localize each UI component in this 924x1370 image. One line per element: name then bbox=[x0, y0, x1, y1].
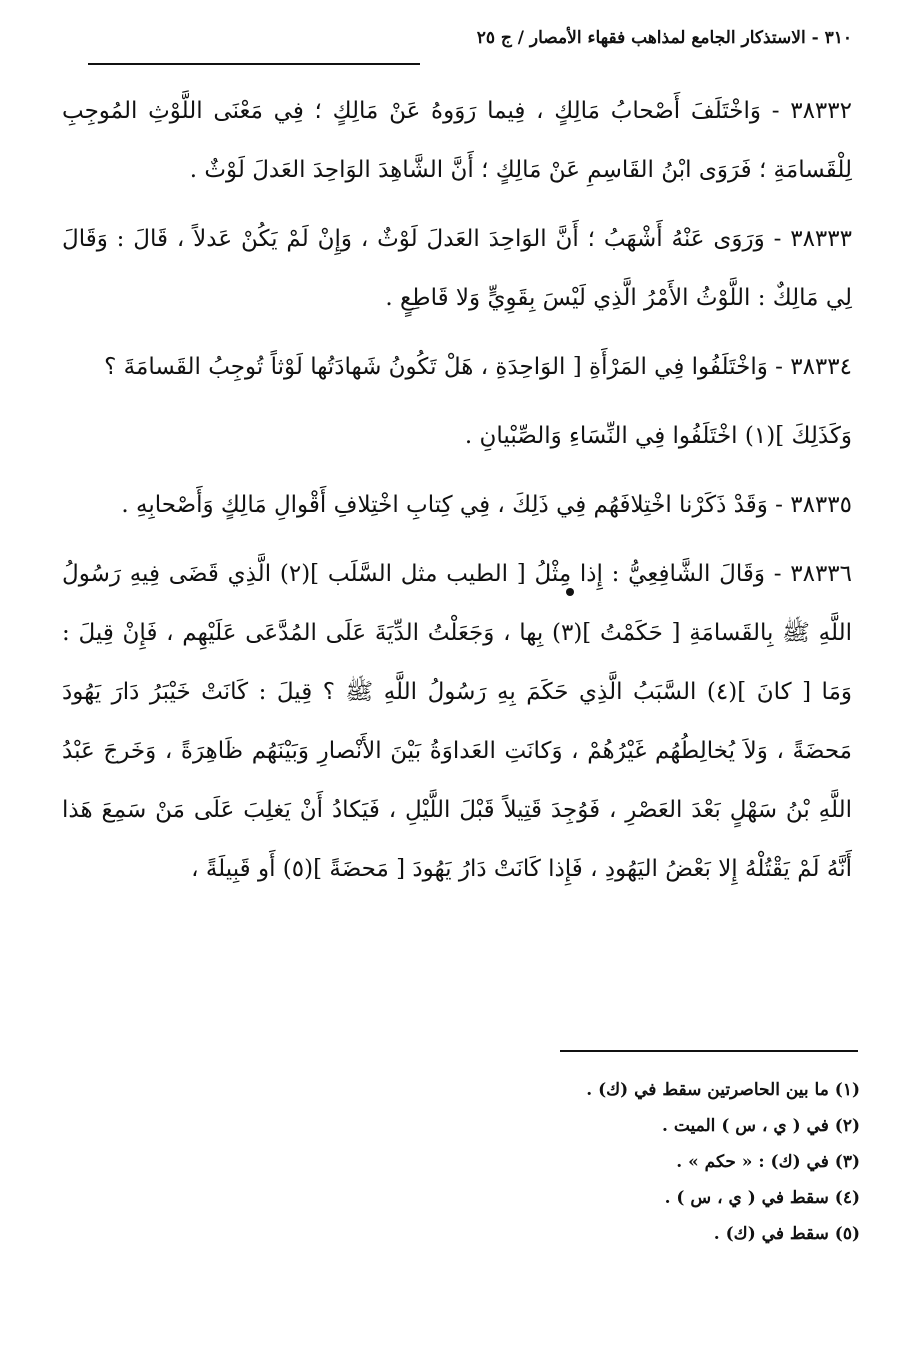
paragraph-38333: ٣٨٣٣٣ - وَرَوَى عَنْهُ أَشْهَبُ ؛ أَنَّ الوَاحِدَ العَدلَ لَوْثٌ ، وَإِنْ لَمْ يَكُنْ عَدلاً ، قَالَ : وَقَالَ لِي مَالِكٌ : اللَّوْثُ الأَمْرُ الَّذِي لَيْسَ بِقَوِيٍّ وَلا قَاطِعٍ . bbox=[62, 226, 852, 311]
header-divider bbox=[88, 63, 420, 65]
footnotes bbox=[460, 1072, 860, 1252]
running-header: ٣١٠ - الاستذكار الجامع لمذاهب فقهاء الأمصار / ج ٢٥ bbox=[476, 28, 852, 48]
footnote-3: (٣) في (ك) : « حكم » . bbox=[676, 1152, 860, 1172]
paragraph-38335: ٣٨٣٣٥ - وَقَدْ ذَكَرْنا اخْتِلافَهُم فِي ذَلِكَ ، فِي كِتابِ اخْتِلافِ أَقْوالِ مَالِكٍ وَأَصْحابِهِ . bbox=[121, 492, 852, 518]
footnote-1: (١) ما بين الحاصرتين سقط في (ك) . bbox=[586, 1080, 860, 1100]
paragraph-38336: ٣٨٣٣٦ - وَقَالَ الشَّافِعِيُّ : إِذا مِثْلُ [ الطيب مثل السَّلَب ](٢) الَّذِي قَضَى فِيهِ رَسُولُ اللَّهِ ﷺ بِالقَسامَةِ [ حَكَمْتُ ](٣) بِها ، وَجَعَلْتُ الدِّيَةَ عَلَى المُدَّعَى عَلَيْهِم ، فَإِنْ قِيلَ : وَمَا [ كانَ ](٤) السَّبَبُ الَّذِي حَكَمَ بِهِ رَسُولُ اللَّهِ ﷺ ؟ قِيلَ : كَانَتْ خَيْبَرُ دَارَ يَهُودَ مَحضَةً ، وَلاَ يُخالِطُهُم غَيْرُهُمْ ، وَكانَتِ العَداوَةُ بَيْنَ الأَنْصارِ وَبَيْنَهُم ظَاهِرَةً ، وَخَرجَ عَبْدُ اللَّهِ بْنُ سَهْلٍ بَعْدَ العَصْرِ ، فَوُجِدَ قَتِيلاً قَبْلَ اللَّيْلِ ، فَيَكادُ أَنْ يَغلِبَ عَلَى مَنْ سَمِعَ هَذا أَنَّهُ لَمْ يَقْتُلْهُ إِلا بَعْضُ اليَهُودِ ، فَإِذا كَانَتْ دَارُ يَهُودَ [ مَحضَةً ](٥) أَو قَبِيلَةً ، bbox=[62, 561, 853, 882]
footnote-5: (٥) سقط في (ك) . bbox=[713, 1224, 860, 1244]
footnote-2: (٢) في ( ي ، س ) الميت . bbox=[662, 1116, 860, 1136]
ink-dot bbox=[566, 588, 574, 596]
footnote-4: (٤) سقط في ( ي ، س ) . bbox=[664, 1188, 860, 1208]
paragraph-38332: ٣٨٣٣٢ - وَاخْتَلَفَ أَصْحابُ مَالِكٍ ، فِيما رَوَوهُ عَنْ مَالِكٍ ؛ فِي مَعْنَى اللَّوْثِ المُوجِبِ لِلْقَسامَةِ ؛ فَرَوَى ابْنُ القَاسِمِ عَنْ مَالِكٍ ؛ أَنَّ الشَّاهِدَ الوَاحِدَ العَدلَ لَوْثٌ . bbox=[62, 98, 852, 183]
footnote-divider bbox=[560, 1050, 858, 1052]
paragraph-continuation: وَكَذَلِكَ ](١) اخْتَلَفُوا فِي النِّسَاءِ وَالصِّبْيانِ . bbox=[464, 423, 852, 449]
paragraph-38334: ٣٨٣٣٤ - وَاخْتَلَفُوا فِي المَرْأَةِ [ الوَاحِدَةِ ، هَلْ تَكُونُ شَهادَتُها لَوْثاً تُوجِبُ القَسامَةَ ؟ bbox=[104, 354, 852, 380]
main-text bbox=[62, 82, 852, 899]
